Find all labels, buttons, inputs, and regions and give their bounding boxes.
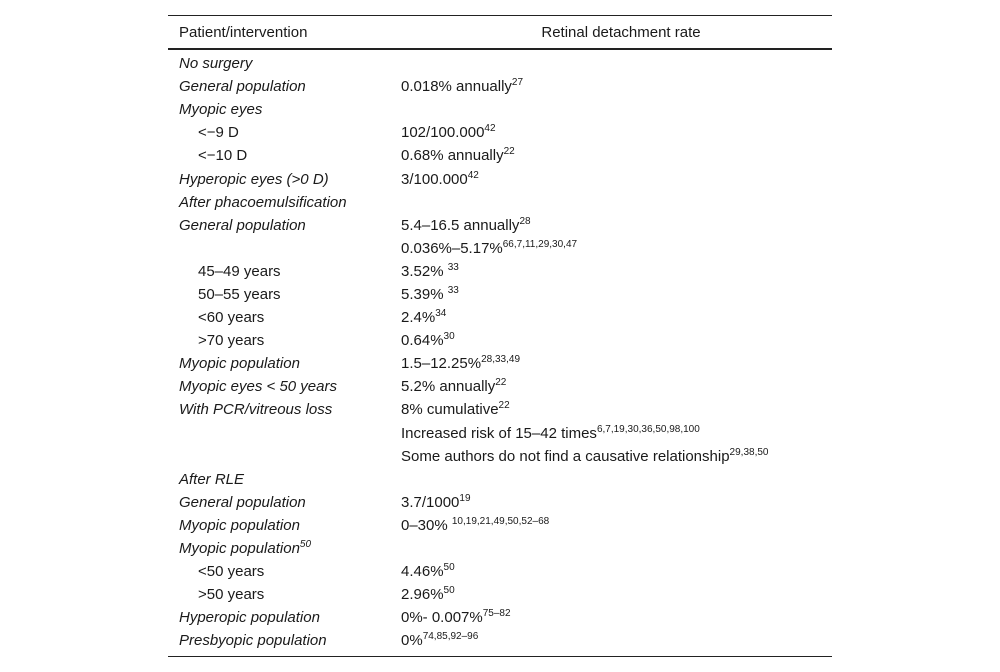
row-value — [401, 124, 832, 141]
row-label — [168, 586, 401, 603]
table-row — [168, 144, 832, 167]
retinal-detachment-table — [168, 15, 832, 657]
row-label-text: Hyperopic eyes (>0 D) — [179, 170, 329, 188]
row-value — [401, 263, 832, 280]
table-row — [168, 445, 832, 468]
row-value-text: 0.018% annually — [401, 78, 512, 96]
row-value-citation: 19 — [459, 492, 471, 504]
table-row — [168, 491, 832, 514]
row-label — [168, 124, 401, 141]
row-label — [168, 355, 401, 372]
row-value-citation: 10,19,21,49,50,52–68 — [451, 515, 550, 527]
table-row — [168, 121, 832, 144]
row-value-text: 0.68% annually — [401, 147, 504, 165]
row-value-text: 3.52% — [401, 262, 448, 280]
row-value-text: Increased risk of 15–42 times — [401, 424, 597, 442]
row-label-text: <−10 D — [198, 147, 248, 165]
row-label — [168, 517, 401, 534]
table-row — [168, 375, 832, 398]
header-retinal-detachment-rate: Retinal detachment rate — [541, 23, 701, 41]
row-label — [168, 494, 401, 511]
table-row — [168, 52, 832, 75]
row-value — [401, 494, 832, 511]
table-row — [168, 583, 832, 606]
row-value — [401, 78, 832, 95]
row-value-citation: 27 — [511, 77, 524, 89]
row-label-text: Hyperopic population — [179, 609, 320, 627]
table-row — [168, 422, 832, 445]
table-row — [168, 329, 832, 352]
row-label-text: Myopic eyes — [179, 101, 263, 119]
row-value-citation: 28 — [519, 215, 531, 227]
row-label-text: <−9 D — [198, 124, 239, 142]
row-label — [168, 471, 401, 488]
row-label — [168, 609, 401, 626]
row-label-text: >70 years — [198, 332, 265, 350]
row-value-text: 102/100.000 — [401, 124, 485, 142]
row-value-citation: 50 — [443, 585, 455, 597]
row-value — [401, 240, 832, 257]
row-value-citation: 28,33,49 — [481, 354, 521, 366]
table-row — [168, 468, 832, 491]
row-value — [401, 378, 832, 395]
row-value-text: 5.39% — [401, 285, 448, 303]
row-value-citation: 34 — [435, 308, 447, 320]
row-label — [168, 309, 401, 326]
row-value-text: 0.036%–5.17% — [401, 239, 503, 257]
table-row — [168, 306, 832, 329]
table-row — [168, 260, 832, 283]
table-row — [168, 514, 832, 537]
row-value-citation: 22 — [503, 146, 515, 158]
row-label — [168, 101, 401, 118]
row-label-text: Myopic population — [179, 540, 300, 558]
row-label — [168, 332, 401, 349]
row-value-citation: 66,7,11,29,30,47 — [502, 238, 578, 250]
row-label-text: With PCR/vitreous loss — [179, 401, 333, 419]
row-label-text: Myopic eyes < 50 years — [179, 378, 337, 396]
row-value-citation: 74,85,92–96 — [422, 631, 479, 643]
row-value-text: 4.46% — [401, 563, 444, 581]
table-header-row — [168, 16, 832, 48]
row-value-citation: 30 — [443, 331, 455, 343]
row-label-text: <50 years — [198, 563, 265, 581]
row-label — [168, 171, 401, 188]
row-label-text: General population — [179, 78, 306, 96]
row-label — [168, 147, 401, 164]
row-label-text: >50 years — [198, 586, 265, 604]
row-value-citation: 22 — [498, 400, 510, 412]
row-label — [168, 401, 401, 418]
row-value-citation: 33 — [447, 284, 459, 296]
row-value — [401, 355, 832, 372]
row-value — [401, 425, 832, 442]
row-label-text: <60 years — [198, 309, 265, 327]
row-value — [401, 448, 832, 465]
table-bottom-rule — [168, 656, 832, 657]
row-label-text: General population — [179, 216, 306, 234]
row-value — [401, 563, 832, 580]
table-row — [168, 606, 832, 629]
row-label-text: Myopic population — [179, 516, 300, 534]
row-label-text: Myopic population — [179, 355, 300, 373]
row-value — [401, 517, 832, 534]
row-value — [401, 309, 832, 326]
row-label — [168, 286, 401, 303]
row-value — [401, 171, 832, 188]
row-value-text: 5.4–16.5 annually — [401, 216, 520, 234]
row-label — [168, 194, 401, 211]
table-row — [168, 629, 832, 652]
table-row — [168, 237, 832, 260]
row-value-citation: 29,38,50 — [729, 446, 769, 458]
table-body — [168, 50, 832, 656]
row-label-citation: 50 — [299, 539, 312, 551]
row-label — [168, 563, 401, 580]
table-row — [168, 560, 832, 583]
row-value-text: 3.7/1000 — [401, 493, 460, 511]
row-value — [401, 286, 832, 303]
row-label-text: General population — [179, 493, 306, 511]
table-row — [168, 283, 832, 306]
row-label-text: No surgery — [179, 55, 253, 73]
header-patient-intervention: Patient/intervention — [179, 23, 308, 41]
row-label-text: After RLE — [179, 470, 245, 488]
row-value — [401, 147, 832, 164]
row-value — [401, 586, 832, 603]
row-value-text: 0–30% — [401, 516, 452, 534]
table-row — [168, 214, 832, 237]
row-value-citation: 75–82 — [482, 608, 511, 620]
row-value-text: 8% cumulative — [401, 401, 499, 419]
row-value — [401, 632, 832, 649]
row-label — [168, 632, 401, 649]
row-label — [168, 263, 401, 280]
row-value-text: Some authors do not find a causative relationship — [401, 447, 730, 465]
row-value-text: 3/100.000 — [401, 170, 468, 188]
row-value-text: 0%- 0.007% — [401, 609, 483, 627]
row-label — [168, 540, 401, 557]
row-value-text: 2.96% — [401, 586, 444, 604]
row-value-text: 1.5–12.25% — [401, 355, 482, 373]
row-value-citation: 42 — [467, 169, 479, 181]
table-row — [168, 98, 832, 121]
row-value — [401, 332, 832, 349]
row-value-citation: 42 — [484, 123, 496, 135]
row-value-citation: 22 — [495, 377, 507, 389]
table-row — [168, 352, 832, 375]
row-label — [168, 78, 401, 95]
table-row — [168, 537, 832, 560]
row-value — [401, 609, 832, 626]
row-value-citation: 50 — [443, 562, 455, 574]
row-value-text: 0% — [401, 632, 423, 650]
table-row — [168, 75, 832, 98]
row-value — [401, 217, 832, 234]
row-label-text: 45–49 years — [198, 262, 281, 280]
row-label — [168, 55, 401, 72]
row-value-citation: 6,7,19,30,36,50,98,100 — [596, 423, 700, 435]
table-row — [168, 167, 832, 190]
row-value-text: 2.4% — [401, 309, 436, 327]
row-value-text: 5.2% annually — [401, 378, 496, 396]
row-value-citation: 33 — [447, 261, 459, 273]
table-row — [168, 398, 832, 421]
table-row — [168, 191, 832, 214]
row-value-text: 0.64% — [401, 332, 444, 350]
row-label-text: 50–55 years — [198, 285, 281, 303]
row-label — [168, 217, 401, 234]
row-label-text: After phacoemulsification — [179, 193, 347, 211]
row-value — [401, 401, 832, 418]
row-label-text: Presbyopic population — [179, 632, 327, 650]
row-label — [168, 378, 401, 395]
